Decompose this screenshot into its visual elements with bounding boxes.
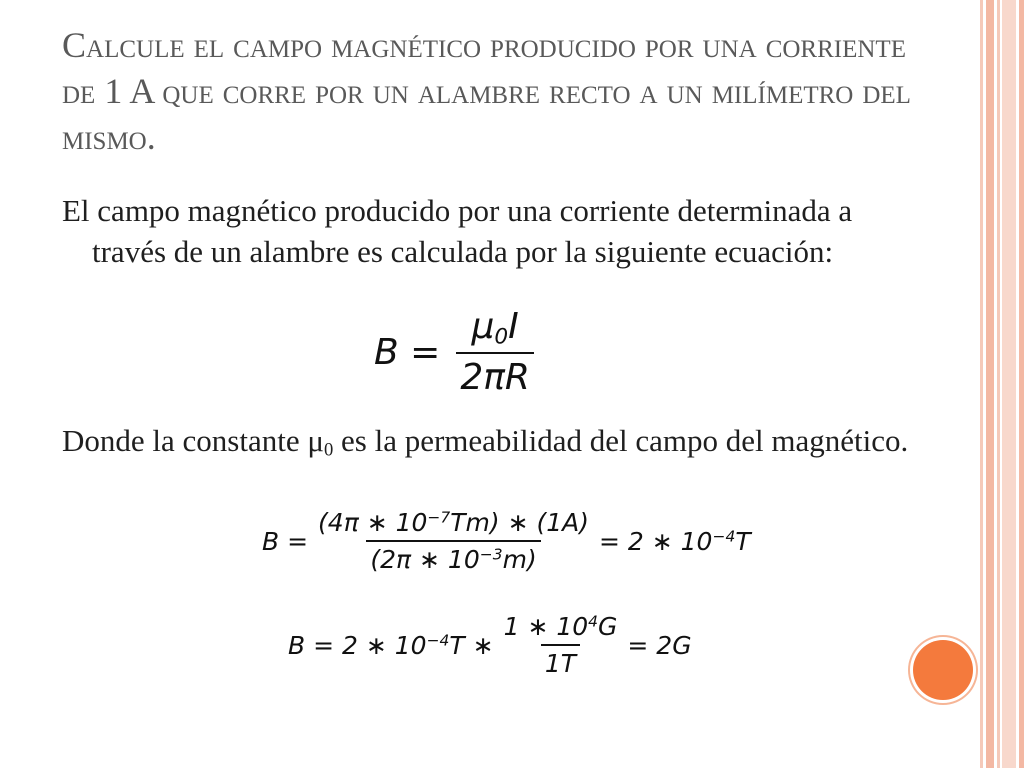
paragraph-constant: Donde la constante $\mu_0$ es la permeabilidad del campo del magnético. <box>62 423 909 461</box>
decorative-side-stripes <box>980 0 1024 768</box>
slide-title: Calcule el campo magnético producido por una corriente de 1 A que corre por un alambre recto a un milímetro del mismo. <box>62 25 911 157</box>
fraction-denominator: 1T <box>541 644 580 678</box>
equation-lhs: B = 2 ∗ $10^{-4}T$ ∗ <box>288 630 494 660</box>
equation-fraction <box>456 306 534 398</box>
stripe <box>986 0 994 768</box>
fraction-numerator: $\mu_0I$ <box>471 306 519 350</box>
fraction-numerator: 1 ∗ $10^4G$ <box>503 612 618 641</box>
equation-biot-savart <box>374 306 540 398</box>
equation-lhs: B = <box>374 331 441 373</box>
equation-result: = 2G <box>627 630 692 660</box>
decorative-circle <box>913 640 973 700</box>
equation-substitution <box>262 508 751 574</box>
paragraph-intro: El campo magnético producido por una corriente determinada a través de un alambre es calculada por la siguiente ecuación: <box>62 193 853 269</box>
fraction-denominator: 2πR <box>456 352 534 398</box>
equation-lhs: B = <box>262 526 309 556</box>
stripe <box>1019 0 1024 768</box>
stripe <box>980 0 983 768</box>
fraction-numerator: (4π ∗ $10^{-7}Tm$) ∗ (1A) <box>318 508 590 537</box>
stripe <box>1002 0 1016 768</box>
fraction-denominator: (2π ∗ $10^{-3}m$) <box>366 540 540 574</box>
equation-fraction <box>500 612 622 678</box>
equation-gauss-conversion <box>288 612 692 678</box>
equation-result: = 2 ∗ $10^{-4}T$ <box>599 526 751 556</box>
equation-fraction <box>314 508 593 574</box>
stripe <box>997 0 1000 768</box>
